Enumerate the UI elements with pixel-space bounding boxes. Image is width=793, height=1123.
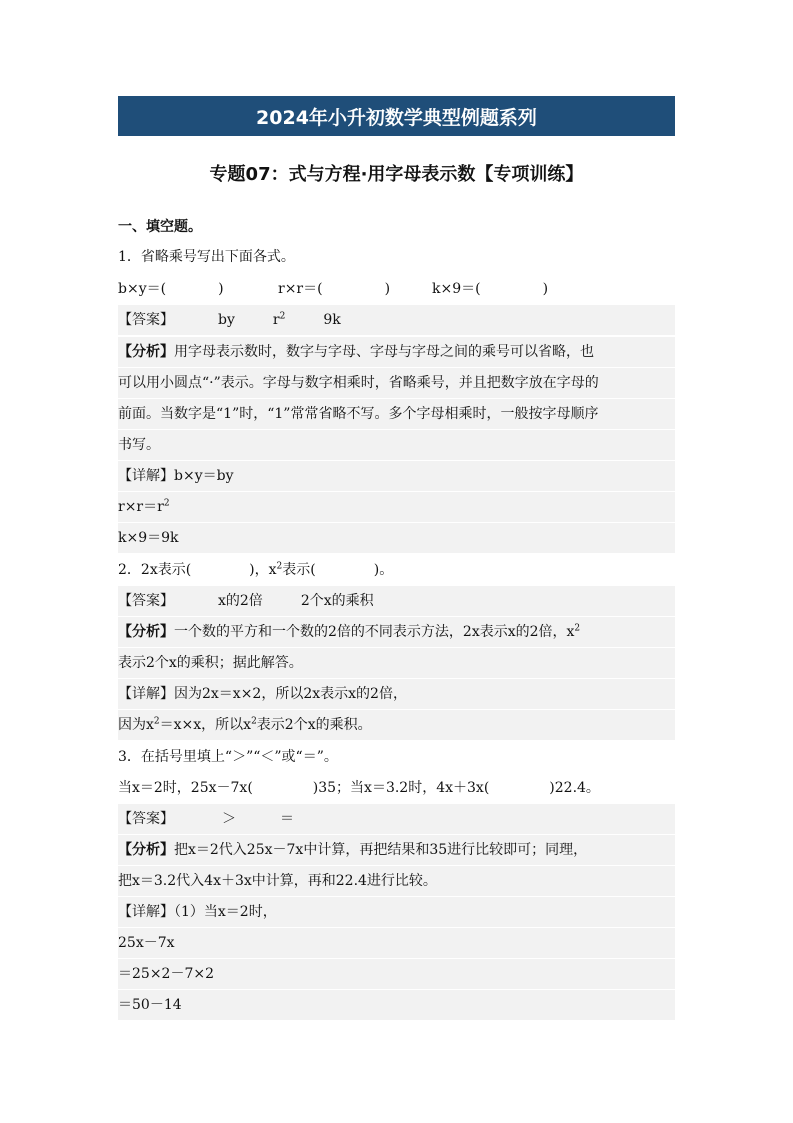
q1-detail-line-1: 【详解】b×y＝by: [118, 461, 675, 491]
analysis-label: 【分析】: [118, 842, 174, 858]
q2-analysis-line-2: 表示2个x的乘积；据此解答。: [118, 648, 675, 678]
q1-analysis-line-4: 书写。: [118, 430, 675, 460]
q2-detail-line-1: 【详解】因为2x＝x×2，所以2x表示x的2倍，: [118, 679, 675, 709]
q1-expr-3: k×9＝( ): [432, 281, 549, 297]
q3-answer: 【答案】 ＞ ＝: [118, 804, 675, 834]
detail-label: 【详解】: [118, 904, 174, 920]
q3-statement: 当x＝2时，25x－7x( )35；当x＝3.2时，4x＋3x( )22.4。: [118, 780, 600, 796]
q3-detail-line-1: 【详解】（1）当x＝2时，: [118, 897, 675, 927]
q1-expr-2: r×r＝( ): [278, 281, 391, 297]
q1-detail-line-2: $r\times r=r^2$: [118, 492, 675, 522]
answer-label: 【答案】: [118, 312, 174, 328]
series-banner: 2024年小升初数学典型例题系列: [118, 96, 675, 136]
detail-label: 【详解】: [118, 686, 174, 702]
q3-detail-line-4: ＝50－14: [118, 990, 675, 1020]
q3-detail-line-3: ＝25×2－7×2: [118, 959, 675, 989]
q2-detail-line-2: 因为$x^2=x\times x$，所以$x^2$表示2个x的乘积。: [118, 710, 675, 740]
page-title: 专题07：式与方程·用字母表示数【专项训练】: [209, 164, 584, 185]
q3-analysis-line-2: 把x＝3.2代入4x＋3x中计算，再和22.4进行比较。: [118, 866, 675, 896]
q1-expressions: [118, 274, 675, 304]
q2-analysis-line-1: 【分析】一个数的平方和一个数的2倍的不同表示方法，2x表示x的2倍，$x^2$: [118, 617, 675, 647]
q1-expr-1: b×y＝( ): [118, 281, 224, 297]
q1-analysis-line-1: 【分析】用字母表示数时，数字与字母、字母与字母之间的乘号可以省略，也: [118, 337, 675, 367]
analysis-label: 【分析】: [118, 344, 174, 360]
q2-answer: 【答案】 x的2倍 2个x的乘积: [118, 586, 675, 616]
answer-label: 【答案】: [118, 811, 174, 827]
q1-analysis-line-2: 可以用小圆点“·”表示。字母与数字相乘时，省略乘号，并且把数字放在字母的: [118, 368, 675, 398]
q3-title: 3．在括号里填上“＞”“＜”或“＝”。: [118, 749, 338, 765]
q1-title: 1．省略乘号写出下面各式。: [118, 249, 295, 265]
q3-detail-line-2: 25x－7x: [118, 928, 675, 958]
analysis-label: 【分析】: [118, 624, 174, 640]
section-heading: 一、填空题。: [118, 219, 202, 235]
q2-title: 2．2x表示( )，$x^2$表示( )。: [118, 561, 394, 578]
q1-analysis-line-3: 前面。当数字是“1”时，“1”常常省略不写。多个字母相乘时，一般按字母顺序: [118, 399, 675, 429]
q1-detail-line-3: k×9＝9k: [118, 523, 675, 553]
detail-label: 【详解】: [118, 468, 174, 484]
answer-label: 【答案】: [118, 593, 174, 609]
q3-analysis-line-1: 【分析】把x＝2代入25x－7x中计算，再把结果和35进行比较即可；同理，: [118, 835, 675, 865]
q1-answer: 【答案】 by $r^2$ 9k: [118, 305, 675, 335]
